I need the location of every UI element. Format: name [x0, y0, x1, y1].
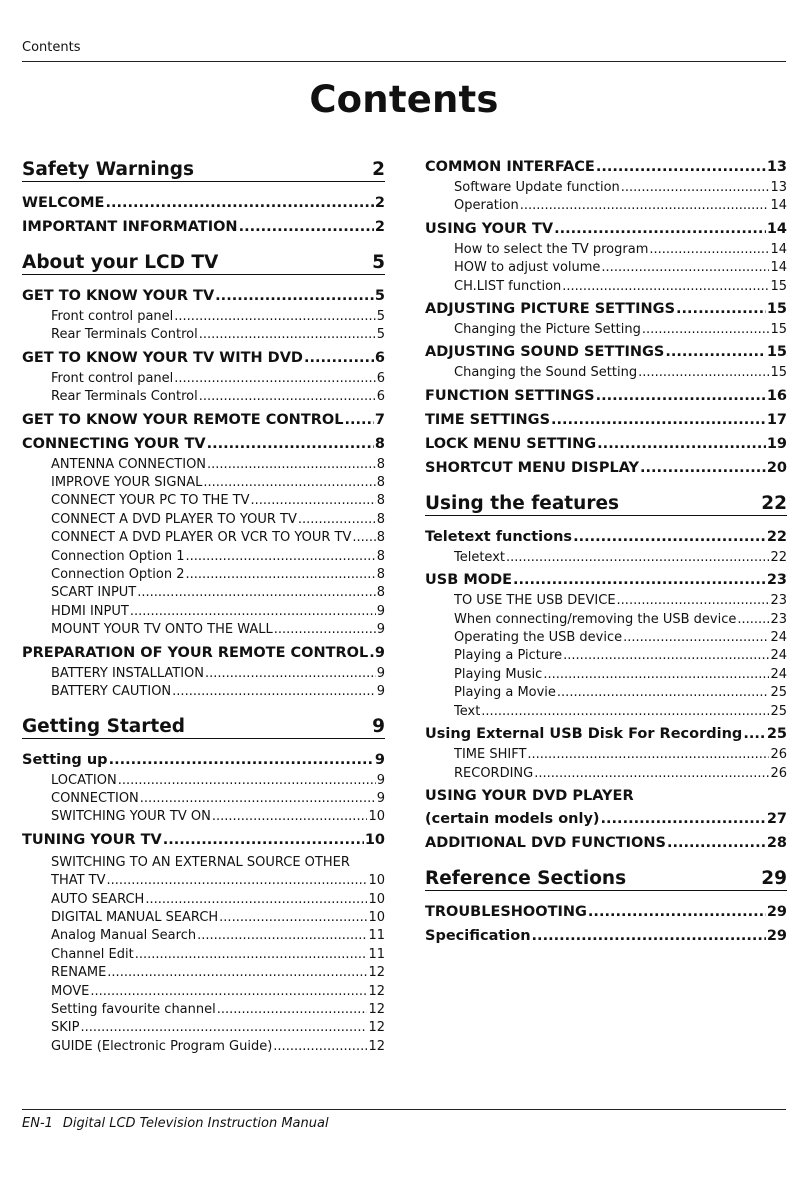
toc-subentry[interactable]: THAT TV ..... 10 [51, 872, 385, 890]
toc-entry-usb-mode[interactable]: USB MODE ..... 23 [425, 569, 787, 591]
toc-subentry[interactable]: CH.LIST function ..... 15 [454, 278, 787, 296]
toc-subentry[interactable]: CONNECT A DVD PLAYER OR VCR TO YOUR TV ..... 8 [51, 529, 385, 547]
toc-sublist-teletext [425, 549, 787, 567]
toc-subentry[interactable]: GUIDE (Electronic Program Guide) ..... 12 [51, 1038, 385, 1056]
toc-subentry[interactable]: TIME SHIFT ..... 26 [454, 746, 787, 764]
toc-entry-setting-up[interactable]: Setting up ..... 9 [22, 749, 385, 771]
toc-subentry[interactable]: HDMI INPUT ..... 9 [51, 603, 385, 621]
toc-subentry[interactable]: BATTERY CAUTION ..... 9 [51, 683, 385, 701]
section-using-features[interactable]: Using the features 22 [425, 492, 787, 514]
toc-entry-shortcut-menu[interactable]: SHORTCUT MENU DISPLAY ..... 20 [425, 457, 787, 479]
toc-subentry[interactable]: Changing the Sound Setting ..... 15 [454, 364, 787, 382]
toc-subentry[interactable]: Setting favourite channel ..... 12 [51, 1001, 385, 1019]
toc-sublist-usb [425, 592, 787, 721]
toc-subentry[interactable]: CONNECTION ..... 9 [51, 790, 385, 808]
toc-entry-get-to-know-dvd[interactable]: GET TO KNOW YOUR TV WITH DVD ..... 6 [22, 347, 385, 369]
toc-sublist-using-tv [425, 241, 787, 296]
toc-subentry[interactable]: MOVE ..... 12 [51, 983, 385, 1001]
toc-entry-important-information[interactable]: IMPORTANT INFORMATION ..... 2 [22, 216, 385, 238]
section-getting-started[interactable]: Getting Started 9 [22, 715, 385, 737]
toc-entry-welcome[interactable]: WELCOME ..... 2 [22, 192, 385, 214]
toc-entry-using-tv[interactable]: USING YOUR TV ..... 14 [425, 218, 787, 240]
toc-entry-common-interface[interactable]: COMMON INTERFACE ..... 13 [425, 156, 787, 178]
toc-subentry[interactable]: Analog Manual Search ..... 11 [51, 927, 385, 945]
toc-subentry[interactable]: Playing a Picture ..... 24 [454, 647, 787, 665]
section-about-lcd-tv[interactable]: About your LCD TV 5 [22, 252, 385, 273]
toc-left-column [22, 154, 385, 1056]
toc-entry-dvd-player[interactable]: (certain models only) ..... 27 [425, 808, 787, 830]
toc-entry-teletext[interactable]: Teletext functions ..... 22 [425, 526, 787, 548]
toc-entry-troubleshooting[interactable]: TROUBLESHOOTING ..... 29 [425, 901, 787, 923]
toc-entry-time-settings[interactable]: TIME SETTINGS ..... 17 [425, 409, 787, 431]
toc-subentry[interactable]: Connection Option 1 ..... 8 [51, 548, 385, 566]
page-footer [22, 1116, 339, 1131]
toc-entry-dvd-line1[interactable]: USING YOUR DVD PLAYER [425, 787, 634, 804]
toc-subentry[interactable]: TO USE THE USB DEVICE ..... 23 [454, 592, 787, 610]
toc-subentry[interactable]: HOW to adjust volume ..... 14 [454, 259, 787, 277]
toc-subentry[interactable]: RECORDING ..... 26 [454, 765, 787, 783]
toc-subentry[interactable]: Channel Edit ..... 11 [51, 946, 385, 964]
toc-subentry[interactable]: Connection Option 2 ..... 8 [51, 566, 385, 584]
toc-sublist-sound [425, 364, 787, 382]
footer-rule [22, 1109, 786, 1110]
toc-sublist-picture [425, 321, 787, 339]
toc-subentry[interactable]: Playing a Movie ..... 25 [454, 684, 787, 702]
header-rule [22, 61, 786, 62]
toc-subentry[interactable]: When connecting/removing the USB device ..... 23 [454, 611, 787, 629]
page-title: Contents [309, 78, 499, 121]
toc-entry-get-to-know[interactable]: GET TO KNOW YOUR TV ..... 5 [22, 285, 385, 307]
toc-entry-picture-settings[interactable]: ADJUSTING PICTURE SETTINGS ..... 15 [425, 298, 787, 320]
toc-subentry[interactable]: Software Update function ..... 13 [454, 179, 787, 197]
toc-sublist-preparation [22, 665, 385, 702]
toc-subentry[interactable]: How to select the TV program ..... 14 [454, 241, 787, 259]
toc-subentry[interactable]: Rear Terminals Control ..... 5 [51, 326, 385, 344]
toc-subentry[interactable]: ANTENNA CONNECTION ..... 8 [51, 456, 385, 474]
toc-subentry[interactable]: CONNECT YOUR PC TO THE TV ..... 8 [51, 492, 385, 510]
toc-sublist-get-to-know [22, 308, 385, 345]
toc-sublist-recording [425, 746, 787, 783]
toc-entry-tuning[interactable]: TUNING YOUR TV ..... 10 [22, 829, 385, 851]
toc-subentry[interactable]: Playing Music ..... 24 [454, 666, 787, 684]
toc-subentry[interactable]: LOCATION ..... 9 [51, 772, 385, 790]
toc-subentry[interactable]: RENAME ..... 12 [51, 964, 385, 982]
toc-entry-connecting[interactable]: CONNECTING YOUR TV ..... 8 [22, 433, 385, 455]
toc-subentry[interactable]: IMPROVE YOUR SIGNAL ..... 8 [51, 474, 385, 492]
toc-entry-function-settings[interactable]: FUNCTION SETTINGS ..... 16 [425, 385, 787, 407]
toc-sublist-tuning [22, 872, 385, 1056]
toc-subentry[interactable]: CONNECT A DVD PLAYER TO YOUR TV ..... 8 [51, 511, 385, 529]
toc-subentry[interactable]: Changing the Picture Setting ..... 15 [454, 321, 787, 339]
toc-subentry[interactable]: Operating the USB device ..... 24 [454, 629, 787, 647]
toc-entry-lock-menu[interactable]: LOCK MENU SETTING ..... 19 [425, 433, 787, 455]
toc-sublist-connecting [22, 456, 385, 640]
toc-entry-additional-dvd[interactable]: ADDITIONAL DVD FUNCTIONS ..... 28 [425, 832, 787, 854]
toc-entry-specification[interactable]: Specification ..... 29 [425, 925, 787, 947]
toc-subentry[interactable]: BATTERY INSTALLATION ..... 9 [51, 665, 385, 683]
running-header: Contents [22, 40, 81, 55]
page-code: EN-1 [22, 1116, 53, 1131]
toc-sublist-get-to-know-dvd [22, 370, 385, 407]
toc-right-column [425, 154, 787, 948]
toc-subentry[interactable]: MOUNT YOUR TV ONTO THE WALL ..... 9 [51, 621, 385, 639]
toc-subentry[interactable]: Front control panel ..... 6 [51, 370, 385, 388]
section-safety-warnings[interactable]: Safety Warnings 2 [22, 159, 385, 180]
toc-entry-usb-recording[interactable]: Using External USB Disk For Recording ..... 25 [425, 723, 787, 745]
toc-sublist-setting-up [22, 772, 385, 827]
toc-subentry[interactable]: Operation ..... 14 [454, 197, 787, 215]
toc-entry-preparation-remote[interactable]: PREPARATION OF YOUR REMOTE CONTROL ..... 9 [22, 642, 385, 664]
toc-subentry[interactable]: Rear Terminals Control ..... 6 [51, 388, 385, 406]
toc-subentry[interactable]: Teletext ..... 22 [454, 549, 787, 567]
section-reference[interactable]: Reference Sections 29 [425, 867, 787, 889]
toc-subentry[interactable]: Text ..... 25 [454, 703, 787, 721]
manual-title: Digital LCD Television Instruction Manual [62, 1116, 329, 1131]
toc-subentry[interactable]: DIGITAL MANUAL SEARCH ..... 10 [51, 909, 385, 927]
toc-sublist-common-interface [425, 179, 787, 216]
toc-subentry[interactable]: SWITCHING YOUR TV ON ..... 10 [51, 808, 385, 826]
toc-entry-remote-control[interactable]: GET TO KNOW YOUR REMOTE CONTROL ..... 7 [22, 409, 385, 431]
toc-subentry[interactable]: SCART INPUT ..... 8 [51, 584, 385, 602]
toc-entry-sound-settings[interactable]: ADJUSTING SOUND SETTINGS ..... 15 [425, 341, 787, 363]
toc-subentry[interactable]: AUTO SEARCH ..... 10 [51, 891, 385, 909]
toc-subentry-line: SWITCHING TO AN EXTERNAL SOURCE OTHER [51, 854, 350, 870]
toc-subentry[interactable]: SKIP ..... 12 [51, 1019, 385, 1037]
toc-subentry[interactable]: Front control panel ..... 5 [51, 308, 385, 326]
